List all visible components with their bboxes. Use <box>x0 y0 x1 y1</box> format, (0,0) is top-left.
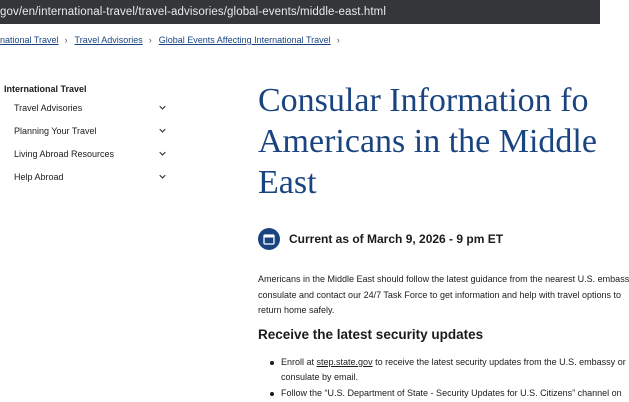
page-title <box>258 80 600 203</box>
list-item-text: Follow the “U.S. Department of State - Security Updates for U.S. Citizens” channel on <box>281 388 622 398</box>
browser-address-bar[interactable] <box>0 0 600 24</box>
page-title-line: Americans in the Middle <box>258 123 597 160</box>
breadcrumb-link-global-events[interactable]: Global Events Affecting International Travel <box>158 35 331 45</box>
intro-line: Americans in the Middle East should follow the latest guidance from the nearest U.S. embass <box>258 274 629 284</box>
intro-paragraph <box>258 272 629 319</box>
main-content <box>258 80 600 203</box>
sidebar-item-label: Living Abroad Resources <box>14 148 115 159</box>
breadcrumb <box>0 33 347 47</box>
list-item-text: consulate by email. <box>281 372 359 382</box>
sidebar-heading[interactable]: International Travel <box>4 84 87 94</box>
chevron-right-icon: › <box>336 35 340 45</box>
last-updated-row <box>258 228 503 250</box>
intro-line: consulate and contact our 24/7 Task Force to get information and help with travel options to <box>258 289 622 300</box>
chevron-right-icon: › <box>148 35 152 45</box>
list-item-text: Enroll at <box>281 357 317 367</box>
list-item <box>268 355 626 385</box>
chevron-down-icon[interactable] <box>158 173 166 181</box>
security-updates-list <box>268 355 626 402</box>
sidebar-item-label: Planning Your Travel <box>14 125 97 136</box>
sidebar-item-label: Help Abroad <box>14 171 64 182</box>
step-link[interactable]: step.state.gov <box>316 357 373 367</box>
chevron-down-icon[interactable] <box>158 150 166 158</box>
chevron-down-icon[interactable] <box>158 127 166 135</box>
breadcrumb-link-travel-advisories[interactable]: Travel Advisories <box>74 35 143 45</box>
page-title-line: East <box>258 164 317 201</box>
sidebar-item-travel-advisories[interactable] <box>0 96 180 119</box>
list-item <box>268 386 622 401</box>
intro-line: return home safely. <box>258 305 335 315</box>
sidebar-nav <box>0 82 180 188</box>
sidebar-item-label: Travel Advisories <box>14 102 83 113</box>
page-title-line: Consular Information fo <box>258 82 589 119</box>
url-text[interactable]: gov/en/international-travel/travel-advisories/global-events/middle-east.html <box>0 6 387 18</box>
sidebar-item-help-abroad[interactable] <box>0 165 180 188</box>
sidebar-item-living-abroad-resources[interactable] <box>0 142 180 165</box>
chevron-right-icon: › <box>64 35 68 45</box>
calendar-icon <box>258 228 280 250</box>
breadcrumb-link-international-travel[interactable]: national Travel <box>0 35 59 45</box>
chevron-down-icon[interactable] <box>158 104 166 112</box>
section-heading: Receive the latest security updates <box>258 327 484 342</box>
list-item-text: to receive the latest security updates from the U.S. embassy or <box>372 357 626 367</box>
sidebar-item-planning-your-travel[interactable] <box>0 119 180 142</box>
last-updated-date: Current as of March 9, 2026 - 9 pm ET <box>289 232 504 246</box>
